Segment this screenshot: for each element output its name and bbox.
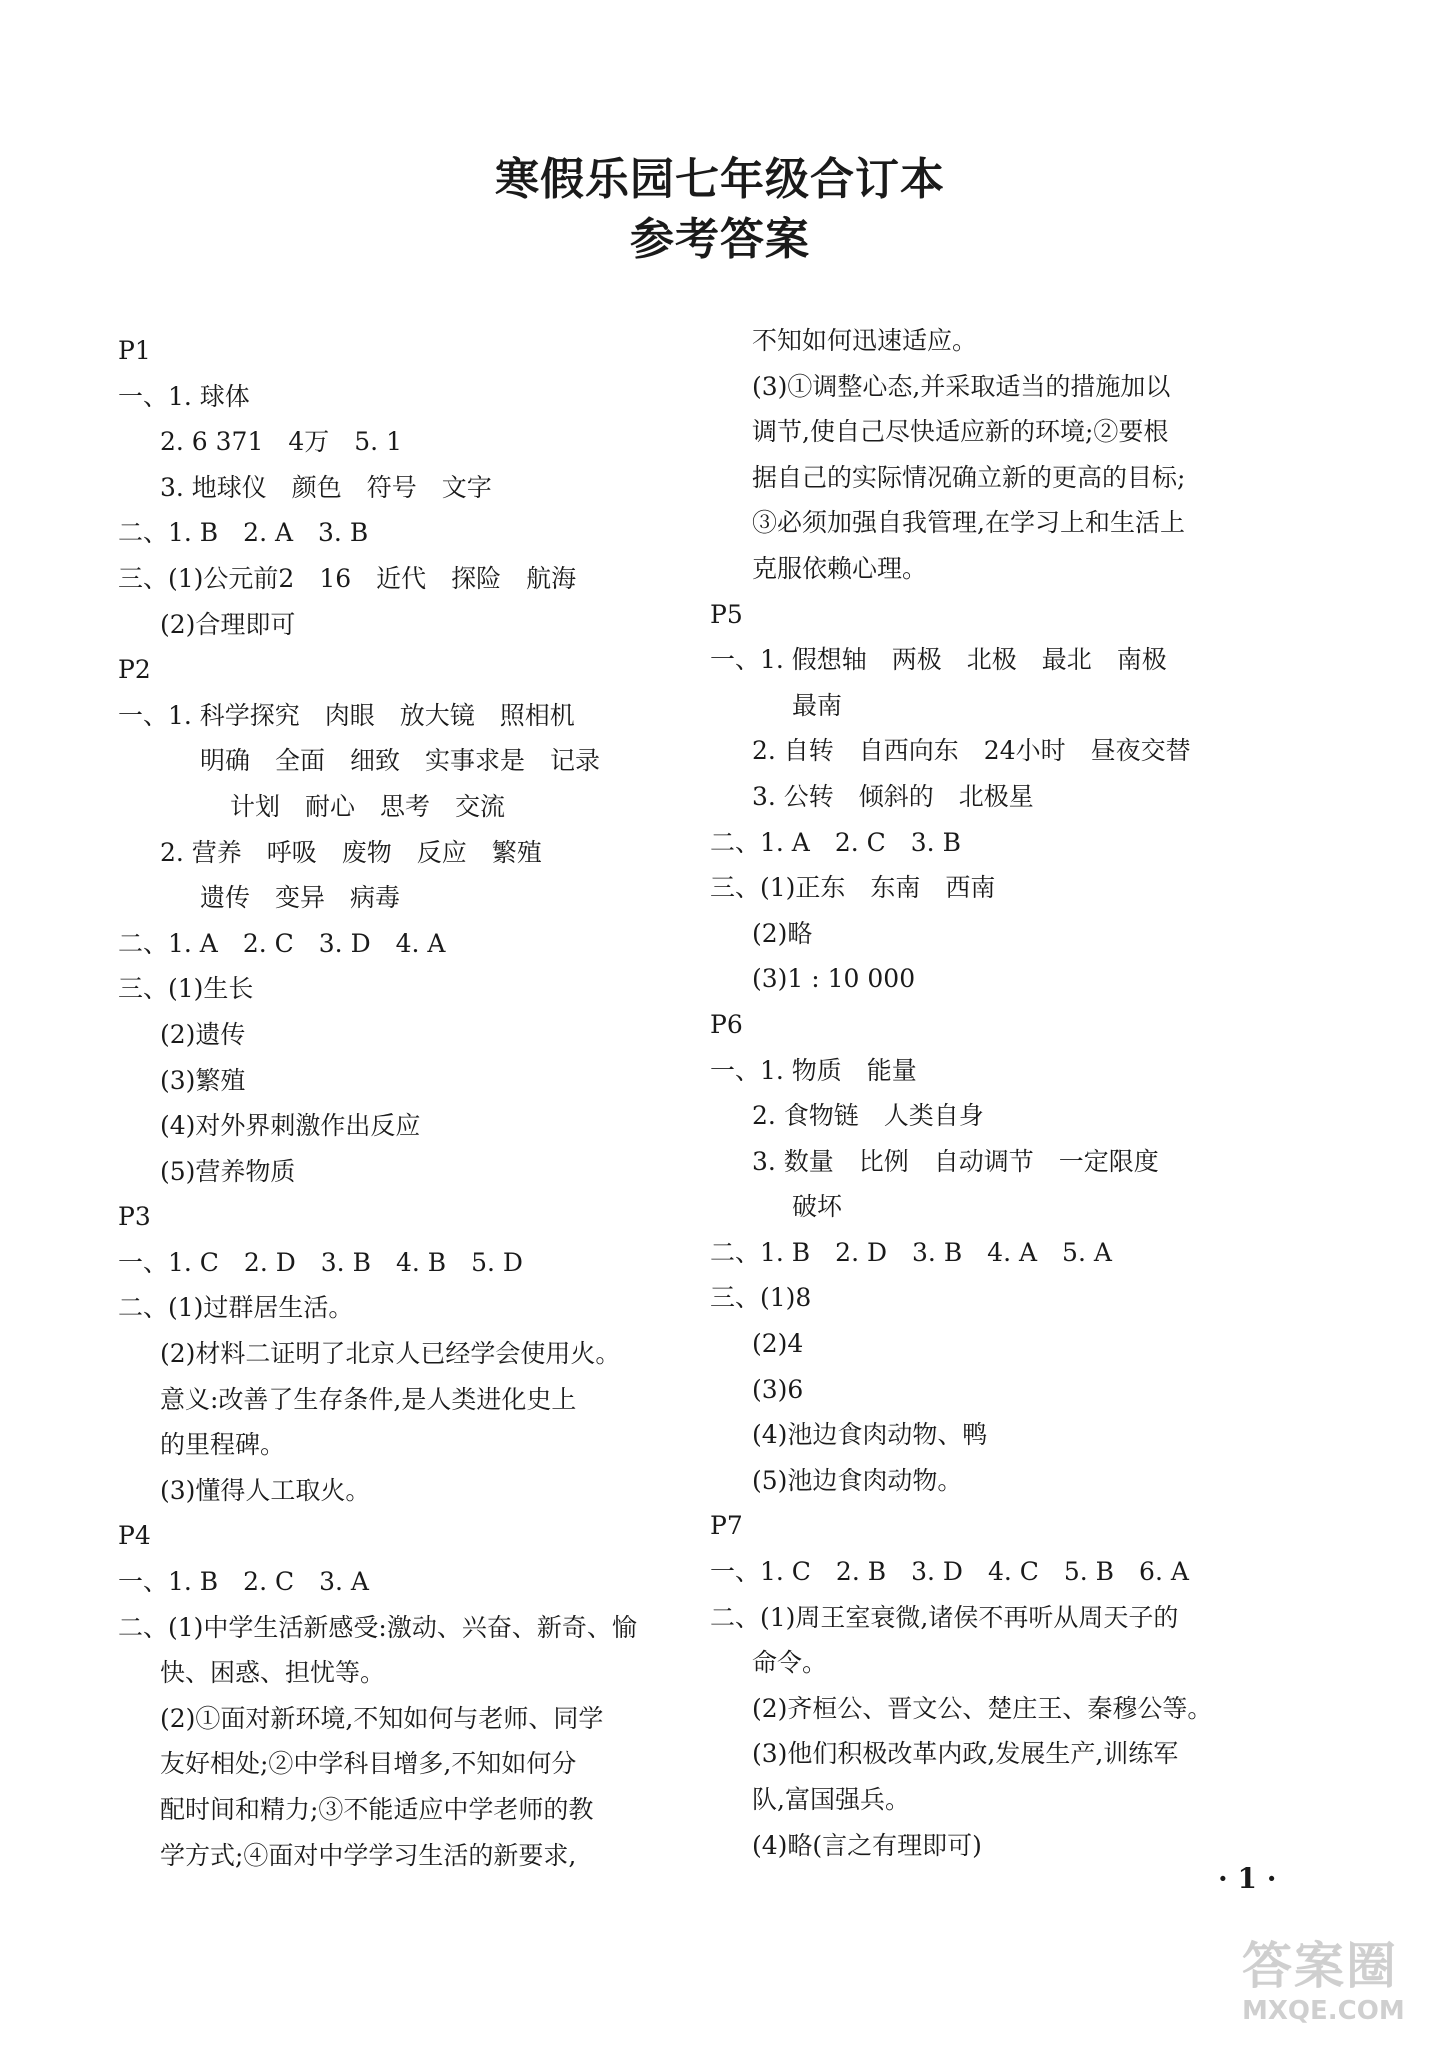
answer-line: 3. 数量 比例 自动调节 一定限度 xyxy=(752,1146,1159,1176)
answer-line: 调节,使自己尽快适应新的环境;②要根 xyxy=(752,417,1169,447)
answer-line: P3 xyxy=(118,1202,151,1232)
answer-line: 三、(1)生长 xyxy=(118,974,254,1004)
answer-line: (4)对外界刺激作出反应 xyxy=(160,1111,421,1141)
answer-line: (2)①面对新环境,不知如何与老师、同学 xyxy=(160,1703,604,1733)
title-line-2: 参考答案 xyxy=(630,214,810,265)
answer-line: 二、1. B 2. A 3. B xyxy=(118,518,369,548)
answer-line: 友好相处;②中学科目增多,不知如何分 xyxy=(160,1749,577,1779)
answer-line: 二、1. A 2. C 3. B xyxy=(710,827,961,857)
answer-line: 命令。 xyxy=(752,1648,828,1678)
answer-line: 一、1. 球体 xyxy=(118,381,250,411)
answer-line: ③必须加强自我管理,在学习上和生活上 xyxy=(752,508,1185,538)
answer-line: P4 xyxy=(118,1521,151,1551)
answer-line: P2 xyxy=(118,655,151,685)
answer-line: 二、(1)过群居生活。 xyxy=(118,1293,354,1323)
answer-line: 2. 自转 自西向东 24小时 昼夜交替 xyxy=(752,736,1191,766)
answer-line: (3)繁殖 xyxy=(160,1065,246,1095)
watermark-url: MXQE.COM xyxy=(1242,1996,1405,2026)
answer-line: 不知如何迅速适应。 xyxy=(752,326,978,355)
right-column xyxy=(710,318,1270,1868)
answer-line: 队,富国强兵。 xyxy=(752,1785,910,1814)
answer-line: 遗传 变异 病毒 xyxy=(200,883,401,913)
answer-line: (3)6 xyxy=(752,1374,804,1404)
answer-line: 计划 耐心 思考 交流 xyxy=(230,791,506,821)
page-number: · 1 · xyxy=(1218,1862,1277,1895)
answer-line: (4)略(言之有理即可) xyxy=(752,1830,982,1860)
answer-line: (3)①调整心态,并采取适当的措施加以 xyxy=(752,371,1171,401)
answer-line: (2)齐桓公、晋文公、楚庄王、秦穆公等。 xyxy=(752,1693,1213,1723)
answer-line: 配时间和精力;③不能适应中学老师的教 xyxy=(160,1795,594,1824)
answer-line: 克服依赖心理。 xyxy=(752,553,928,583)
left-column xyxy=(118,328,678,1878)
answer-line: 一、1. 科学探究 肉眼 放大镜 照相机 xyxy=(118,700,575,730)
answer-line: 2. 营养 呼吸 废物 反应 繁殖 xyxy=(160,837,542,867)
answer-line: 快、困惑、担忧等。 xyxy=(160,1658,386,1688)
answer-line: P1 xyxy=(118,336,151,365)
answer-line: 最南 xyxy=(792,690,843,720)
answer-line: 二、(1)中学生活新感受:激动、兴奋、新奇、愉 xyxy=(118,1612,637,1642)
answer-line: (2)略 xyxy=(752,918,813,948)
title-line-1: 寒假乐园七年级合订本 xyxy=(495,154,945,205)
answer-line: (2)合理即可 xyxy=(160,609,296,639)
answer-line: (2)4 xyxy=(752,1329,804,1359)
page-title xyxy=(0,150,1440,270)
answer-line: 明确 全面 细致 实事求是 记录 xyxy=(200,746,601,776)
answer-line: (5)池边食肉动物。 xyxy=(752,1465,963,1495)
answer-line: 3. 地球仪 颜色 符号 文字 xyxy=(160,472,492,502)
answer-line: 一、1. C 2. D 3. B 4. B 5. D xyxy=(118,1247,523,1277)
answer-line: 3. 公转 倾斜的 北极星 xyxy=(752,781,1034,811)
answer-line: (4)池边食肉动物、鸭 xyxy=(752,1420,988,1450)
answer-line: 破坏 xyxy=(792,1192,843,1222)
answer-line: P6 xyxy=(710,1009,743,1039)
watermark-logo xyxy=(1242,1936,1422,2046)
watermark-text: 答案圈 xyxy=(1242,1937,1398,1995)
answer-line: (3)他们积极改革内政,发展生产,训练军 xyxy=(752,1739,1179,1769)
answer-line: 2. 6 371 4万 5. 1 xyxy=(160,427,402,457)
answer-line: 一、1. C 2. B 3. D 4. C 5. B 6. A xyxy=(710,1557,1189,1587)
answer-line: 意义:改善了生存条件,是人类进化史上 xyxy=(160,1384,577,1414)
answer-line: 二、1. B 2. D 3. B 4. A 5. A xyxy=(710,1237,1112,1267)
answer-line: 三、(1)正东 东南 西南 xyxy=(710,873,996,903)
answer-line: (2)材料二证明了北京人已经学会使用火。 xyxy=(160,1339,621,1369)
answer-line: 据自己的实际情况确立新的更高的目标; xyxy=(752,462,1186,492)
answer-line: 2. 食物链 人类自身 xyxy=(752,1101,984,1131)
answer-line: P5 xyxy=(710,599,743,629)
answer-line: P7 xyxy=(710,1511,743,1541)
answer-line: 一、1. 物质 能量 xyxy=(710,1055,917,1085)
answer-line: 二、1. A 2. C 3. D 4. A xyxy=(118,928,446,958)
answer-line: (5)营养物质 xyxy=(160,1156,296,1186)
answer-line: 学方式;④面对中学学习生活的新要求, xyxy=(160,1840,577,1870)
answer-line: 三、(1)8 xyxy=(710,1283,812,1313)
answer-line: 三、(1)公元前2 16 近代 探险 航海 xyxy=(118,563,577,593)
answer-line: (2)遗传 xyxy=(160,1019,246,1049)
answer-line: 的里程碑。 xyxy=(160,1430,286,1460)
answer-line: 二、(1)周王室衰微,诸侯不再听从周天子的 xyxy=(710,1602,1179,1632)
answer-line: 一、1. B 2. C 3. A xyxy=(118,1567,369,1597)
answer-line: (3)1 : 10 000 xyxy=(752,964,916,994)
answer-line: (3)懂得人工取火。 xyxy=(160,1475,371,1505)
answer-line: 一、1. 假想轴 两极 北极 最北 南极 xyxy=(710,645,1167,675)
